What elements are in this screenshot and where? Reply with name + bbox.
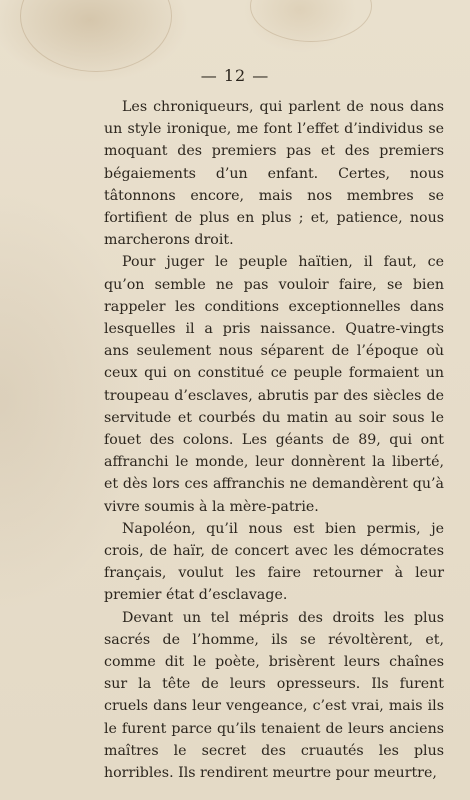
paragraph: Les chroniqueurs, qui parlent de nous dans un style ironique, me font l’effet d’individus se moquant des premiers pas et des premiers bégaiements d’un enfant. Certes, nous tâtonnons encore, mais nos membres se fortifient de plus en plus ; et, patience, nous marcherons droit. bbox=[104, 99, 444, 249]
paragraph: Pour juger le peuple haïtien, il faut, ce qu’on semble ne pas vouloir faire, se bien rappeler les conditions exceptionnelles dans lesquelles il a pris naissance. Quatre-vingts ans seulement nous séparent de l’époque où ceux qui on constitué ce peuple formaient un troupeau d’esclaves, abrutis par des siècles de servitude et courbés du matin au soir sous le fouet des colons. Les géants de 89, qui ont affranchi le monde, leur donnèrent la liberté, et dès lors ces affranchis ne demandèrent qu’à vivre soumis à la mère-patrie. bbox=[104, 254, 444, 515]
body-text bbox=[104, 96, 444, 784]
paragraph: Napoléon, qu’il nous est bien permis, je crois, de haïr, de concert avec les démocrates français, voulut les faire retourner à leur premier état d’esclavage. bbox=[104, 520, 444, 604]
page-number: — 12 — bbox=[200, 66, 270, 85]
paragraph: Devant un tel mépris des droits les plus sacrés de l’homme, ils se révoltèrent, et, comme dit le poète, brisèrent leurs chaînes sur la tête de leurs opresseurs. Ils furent cruels dans leur vengeance, c’est vrai, mais ils le furent parce qu’ils tenaient de leurs anciens maîtres le secret des cruautés les plus horribles. Ils rendirent meurtre pour meurtre, bbox=[104, 609, 444, 782]
water-stain bbox=[250, 0, 372, 42]
water-stain bbox=[20, 0, 172, 72]
